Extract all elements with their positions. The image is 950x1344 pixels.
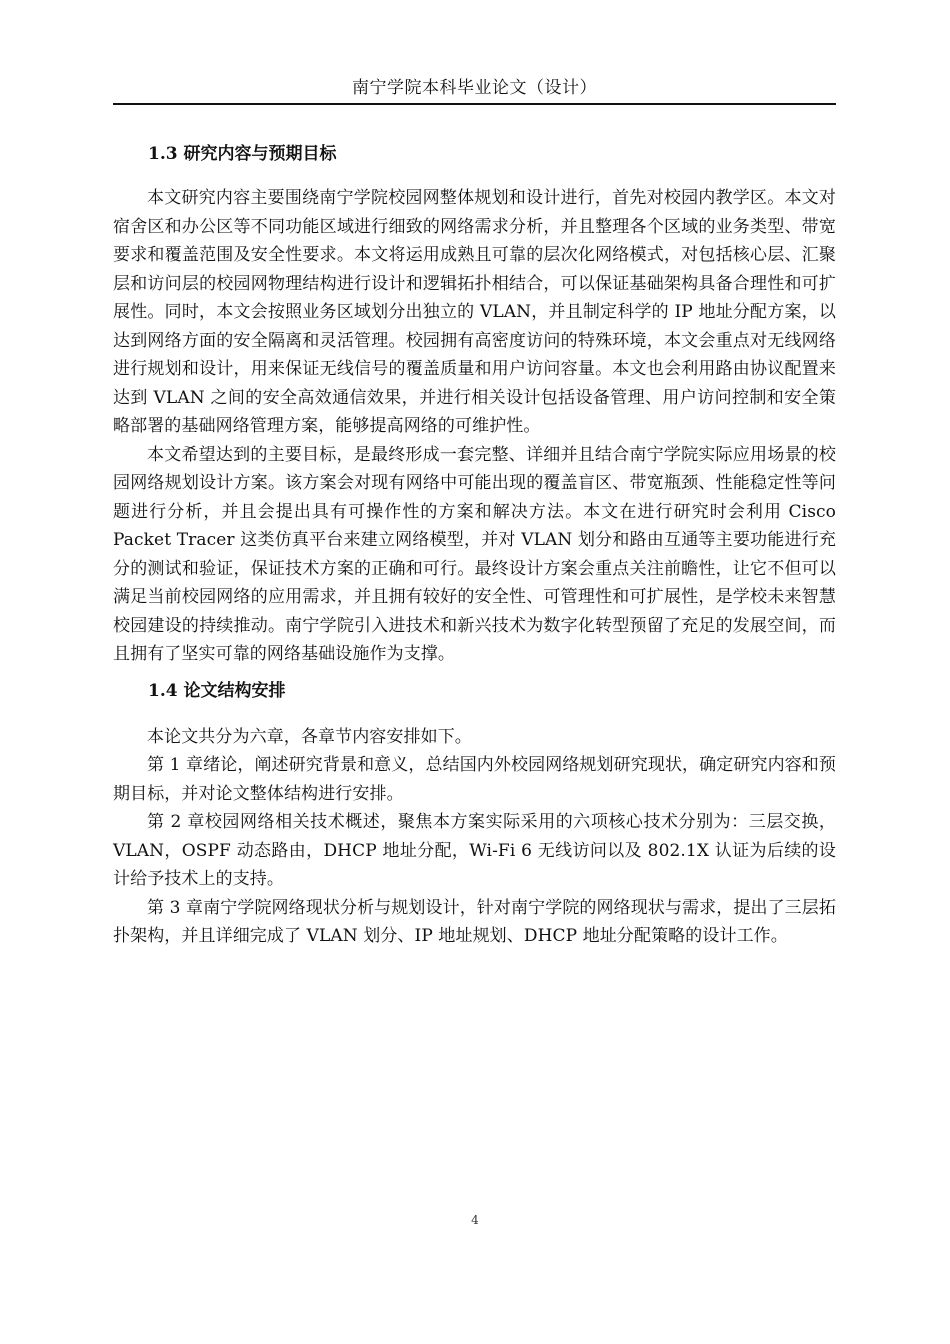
page-footer — [0, 1212, 950, 1228]
section-heading-1-3: 1.3 研究内容与预期目标 — [148, 144, 337, 164]
paragraph: 本文希望达到的主要目标，是最终形成一套完整、详细并且结合南宁学院实际应用场景的校园网络规划设计方案。该方案会对现有网络中可能出现的覆盖盲区、带宽瓶颈、性能稳定性等问题进行分析，并且会提出具有可操作性的方案和解决方法。本文在进行研究时会利用 Cisco Packet Tracer 这类仿真平台来建立网络模型，并对 VLAN 划分和路由互通等主要功能进行充分的测试和验证，保证技术方案的正确和可行。最终设计方案会重点关注前瞻性，让它不但可以满足当前校园网络的应用需求，并且拥有较好的安全性、可管理性和可扩展性，是学校未来智慧校园建设的持续推动。南宁学院引入进技术和新兴技术为数字化转型预留了充足的发展空间，而且拥有了坚实可靠的网络基础设施作为支撑。 — [113, 444, 836, 664]
paragraph: 第 3 章南宁学院网络现状分析与规划设计，针对南宁学院的网络现状与需求，提出了三层拓扑架构，并且详细完成了 VLAN 划分、IP 地址规划、DHCP 地址分配策略的设计工作。 — [113, 897, 836, 946]
header-title: 南宁学院本科毕业论文（设计） — [352, 78, 597, 98]
section-heading-1-4: 1.4 论文结构安排 — [148, 680, 286, 701]
paragraph: 第 2 章校园网络相关技术概述，聚焦本方案实际采用的六项核心技术分别为：三层交换，VLAN，OSPF 动态路由，DHCP 地址分配，Wi-Fi 6 无线访问以及 802.1X 认证为后续的设计给予技术上的支持。 — [113, 812, 836, 889]
page-body — [113, 140, 836, 951]
page-header — [113, 78, 836, 105]
paragraph: 本文研究内容主要围绕南宁学院校园网整体规划和设计进行，首先对校园内教学区。本文对宿舍区和办公区等不同功能区域进行细致的网络需求分析，并且整理各个区域的业务类型、带宽要求和覆盖范围及安全性要求。本文将运用成熟且可靠的层次化网络模式，对包括核心层、汇聚层和访问层的校园网物理结构进行设计和逻辑拓扑相结合，可以保证基础架构具备合理性和可扩展性。同时，本文会按照业务区域划分出独立的 VLAN，并且制定科学的 IP 地址分配方案，以达到网络方面的安全隔离和灵活管理。校园拥有高密度访问的特殊环境，本文会重点对无线网络进行规划和设计，用来保证无线信号的覆盖质量和用户访问容量。本文也会利用路由协议配置来达到 VLAN 之间的安全高效通信效果，并进行相关设计包括设备管理、用户访问控制和安全策略部署的基础网络管理方案，能够提高网络的可维护性。 — [113, 188, 836, 436]
paragraph: 本论文共分为六章，各章节内容安排如下。 — [147, 726, 472, 747]
paragraph: 第 1 章绪论，阐述研究背景和意义，总结国内外校园网络规划研究现状，确定研究内容和预期目标，并对论文整体结构进行安排。 — [113, 755, 836, 804]
page-number: 4 — [471, 1213, 479, 1227]
